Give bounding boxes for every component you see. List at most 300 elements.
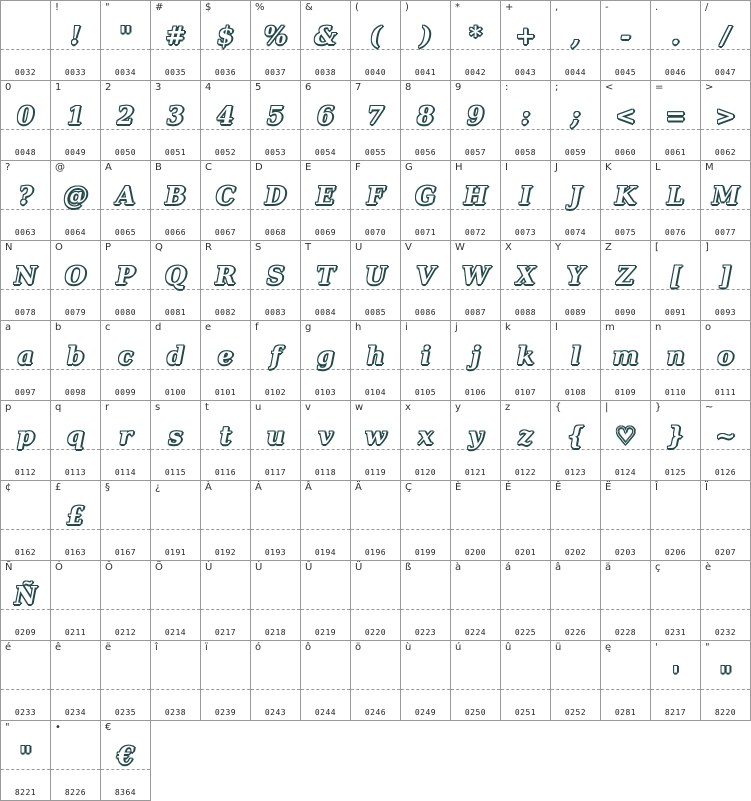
glyph-cell — [100, 0, 151, 81]
glyph-sample: j — [471, 340, 480, 370]
glyph-cell-code: 0193 — [264, 548, 287, 557]
glyph-cell — [250, 640, 301, 721]
glyph-sample — [151, 493, 200, 537]
glyph-cell — [400, 400, 451, 481]
glyph-sample — [151, 573, 200, 617]
glyph-cell-code: 0086 — [414, 308, 437, 317]
glyph-cell — [100, 400, 151, 481]
glyph-cell — [150, 560, 201, 641]
glyph-cell-char-label: v — [305, 402, 311, 413]
glyph-sample: K — [615, 180, 636, 210]
glyph-cell-code: 0076 — [664, 228, 687, 237]
glyph-cell-char-label: " — [105, 2, 110, 13]
glyph-cell-code: 0080 — [114, 308, 137, 317]
glyph-cell — [650, 320, 701, 401]
glyph-cell — [700, 480, 751, 561]
glyph-cell-code: 0035 — [164, 68, 187, 77]
glyph-cell-char-label: Ó — [55, 562, 63, 573]
glyph-sample: W — [462, 260, 489, 290]
glyph-cell-code: 0088 — [514, 308, 537, 317]
glyph-cell — [300, 160, 351, 241]
glyph-cell-char-label: ß — [405, 562, 412, 573]
glyph-cell-char-label: s — [155, 402, 161, 413]
glyph-sample: 2 — [117, 100, 134, 130]
glyph-sample: - — [620, 20, 631, 50]
glyph-cell — [200, 480, 251, 561]
glyph-sample: B — [165, 180, 186, 210]
glyph-cell — [600, 160, 651, 241]
glyph-sample: [ — [669, 260, 682, 290]
glyph-cell — [0, 320, 51, 401]
glyph-cell — [550, 640, 601, 721]
glyph-cell-char-label: 1 — [55, 82, 62, 93]
glyph-sample: y — [468, 420, 483, 450]
glyph-cell-code: 0042 — [464, 68, 487, 77]
glyph-cell-code: 0070 — [364, 228, 387, 237]
glyph-cell-char-label: Ç — [405, 482, 412, 493]
glyph-cell-char-label: 4 — [205, 82, 212, 93]
glyph-cell-code: 0045 — [614, 68, 637, 77]
glyph-cell-char-label: # — [155, 2, 164, 13]
glyph-cell-char-label: & — [305, 2, 313, 13]
glyph-cell-char-label: è — [705, 562, 712, 573]
glyph-cell-code: 0065 — [114, 228, 137, 237]
glyph-cell-code: 0040 — [364, 68, 387, 77]
glyph-cell-code: 0126 — [714, 468, 737, 477]
glyph-cell-char-label: | — [605, 402, 609, 413]
glyph-cell-code: 0225 — [514, 628, 537, 637]
glyph-cell-code: 0125 — [664, 468, 687, 477]
glyph-cell — [100, 720, 151, 801]
glyph-cell-code: 8220 — [714, 708, 737, 717]
glyph-cell — [150, 80, 201, 161]
glyph-cell-char-label: c — [105, 322, 111, 333]
glyph-cell — [0, 0, 51, 81]
glyph-sample: , — [571, 20, 580, 50]
glyph-cell-code: 0281 — [614, 708, 637, 717]
glyph-cell — [500, 0, 551, 81]
glyph-cell-code: 0194 — [314, 548, 337, 557]
glyph-cell-code: 0077 — [714, 228, 737, 237]
glyph-cell-code: 0060 — [614, 148, 637, 157]
glyph-cell-char-label: 0 — [5, 82, 12, 93]
glyph-cell — [100, 320, 151, 401]
glyph-sample: . — [671, 20, 680, 50]
glyph-cell — [700, 400, 751, 481]
glyph-cell — [500, 640, 551, 721]
glyph-sample: ~ — [715, 420, 736, 450]
glyph-cell-code: 0238 — [164, 708, 187, 717]
glyph-cell — [700, 80, 751, 161]
glyph-sample — [701, 573, 750, 617]
glyph-cell — [450, 400, 501, 481]
glyph-cell — [200, 560, 251, 641]
glyph-cell-char-label: E — [305, 162, 312, 173]
glyph-cell-code: 0090 — [614, 308, 637, 317]
glyph-sample: d — [167, 340, 184, 370]
glyph-cell — [550, 320, 601, 401]
glyph-cell — [150, 160, 201, 241]
glyph-cell-char-label: n — [655, 322, 662, 333]
glyph-cell-char-label: L — [655, 162, 661, 173]
glyph-cell-char-label: / — [705, 2, 709, 13]
glyph-cell-code: 0167 — [114, 548, 137, 557]
glyph-cell-char-label: ó — [255, 642, 262, 653]
glyph-sample: Ñ — [14, 580, 37, 610]
glyph-cell-char-label: j — [455, 322, 458, 333]
glyph-cell-code: 0041 — [414, 68, 437, 77]
glyph-cell-char-label: . — [655, 2, 659, 13]
glyph-sample: u — [266, 420, 285, 450]
glyph-cell-code: 0110 — [664, 388, 687, 397]
glyph-sample: L — [667, 180, 684, 210]
glyph-sample — [201, 653, 250, 697]
glyph-cell-code: 0192 — [214, 548, 237, 557]
glyph-sample — [451, 493, 500, 537]
glyph-cell-code: 0244 — [314, 708, 337, 717]
glyph-cell-code: 0069 — [314, 228, 337, 237]
glyph-cell — [50, 480, 101, 561]
glyph-cell — [0, 80, 51, 161]
glyph-cell-code: 0115 — [164, 468, 187, 477]
glyph-cell — [500, 400, 551, 481]
glyph-sample: g — [317, 340, 334, 370]
glyph-sample: w — [365, 420, 386, 450]
glyph-cell — [650, 480, 701, 561]
glyph-cell-char-label: t — [205, 402, 209, 413]
glyph-cell-code: 0199 — [414, 548, 437, 557]
glyph-cell-char-label: Â — [305, 482, 312, 493]
glyph-cell-char-label: } — [655, 402, 662, 413]
glyph-cell — [50, 400, 101, 481]
glyph-cell-code: 0214 — [164, 628, 187, 637]
glyph-cell — [300, 560, 351, 641]
glyph-sample: 0 — [17, 100, 34, 130]
glyph-cell-char-label: b — [55, 322, 62, 333]
glyph-cell — [350, 240, 401, 321]
glyph-cell-code: 0062 — [714, 148, 737, 157]
glyph-cell — [150, 640, 201, 721]
glyph-cell-char-label: 5 — [255, 82, 262, 93]
glyph-cell-code: 0118 — [314, 468, 337, 477]
glyph-cell-char-label: > — [705, 82, 714, 93]
glyph-cell-char-label: " — [705, 642, 710, 653]
glyph-cell-char-label: ę — [605, 642, 612, 653]
glyph-cell-code: 0104 — [364, 388, 387, 397]
glyph-cell-code: 0252 — [564, 708, 587, 717]
glyph-cell-code: 0034 — [114, 68, 137, 77]
glyph-cell-char-label: ) — [405, 2, 409, 13]
glyph-sample — [101, 653, 150, 697]
glyph-cell — [0, 160, 51, 241]
glyph-cell-char-label: N — [5, 242, 13, 253]
glyph-cell-code: 0228 — [614, 628, 637, 637]
glyph-cell — [700, 560, 751, 641]
glyph-cell — [700, 640, 751, 721]
glyph-cell-code: 0066 — [164, 228, 187, 237]
glyph-cell-code: 0112 — [14, 468, 37, 477]
glyph-sample: N — [14, 260, 37, 290]
glyph-cell-char-label: F — [355, 162, 361, 173]
glyph-sample — [501, 653, 550, 697]
glyph-cell-char-label: ê — [55, 642, 62, 653]
glyph-sample — [401, 653, 450, 697]
glyph-cell-char-label: o — [705, 322, 712, 333]
glyph-cell — [550, 160, 601, 241]
glyph-cell — [250, 480, 301, 561]
glyph-cell-code: 0200 — [464, 548, 487, 557]
glyph-cell — [450, 80, 501, 161]
glyph-cell — [400, 320, 451, 401]
glyph-sample: T — [316, 260, 335, 290]
glyph-sample: " — [119, 20, 132, 50]
glyph-cell — [450, 480, 501, 561]
glyph-cell-char-label: K — [605, 162, 612, 173]
glyph-sample: ' — [671, 660, 680, 690]
glyph-cell-code: 0243 — [264, 708, 287, 717]
glyph-cell — [50, 160, 101, 241]
glyph-cell — [400, 560, 451, 641]
glyph-sample: @ — [63, 180, 88, 210]
glyph-cell-code: 0211 — [64, 628, 87, 637]
glyph-cell-char-label: Ù — [205, 562, 213, 573]
glyph-cell-code: 0048 — [14, 148, 37, 157]
glyph-sample: Z — [616, 260, 635, 290]
glyph-sample: E — [316, 180, 335, 210]
glyph-cell-code: 0203 — [614, 548, 637, 557]
glyph-cell — [100, 480, 151, 561]
glyph-cell-code: 0043 — [514, 68, 537, 77]
glyph-cell-code: 0064 — [64, 228, 87, 237]
glyph-cell — [600, 320, 651, 401]
glyph-cell-char-label: O — [55, 242, 63, 253]
glyph-cell — [550, 560, 601, 641]
glyph-cell-code: 0201 — [514, 548, 537, 557]
glyph-cell — [650, 240, 701, 321]
glyph-cell-code: 0209 — [14, 628, 37, 637]
glyph-cell-code: 0055 — [364, 148, 387, 157]
glyph-cell-code: 0044 — [564, 68, 587, 77]
glyph-cell-char-label: @ — [55, 162, 65, 173]
glyph-sample: e — [217, 340, 234, 370]
glyph-cell-code: 8221 — [14, 788, 37, 797]
glyph-sample: P — [116, 260, 135, 290]
glyph-sample: $ — [217, 20, 234, 50]
glyph-cell-char-label: = — [655, 82, 664, 93]
glyph-sample: 6 — [317, 100, 334, 130]
glyph-cell-char-label: g — [305, 322, 312, 333]
glyph-cell-char-label: ï — [205, 642, 208, 653]
glyph-cell — [50, 720, 101, 801]
glyph-cell-code: 0087 — [464, 308, 487, 317]
glyph-cell-code: 0235 — [114, 708, 137, 717]
glyph-cell-char-label: z — [505, 402, 511, 413]
glyph-cell-char-label: w — [355, 402, 364, 413]
glyph-cell-code: 0250 — [464, 708, 487, 717]
glyph-cell-code: 0218 — [264, 628, 287, 637]
glyph-cell-code: 0046 — [664, 68, 687, 77]
glyph-sample: k — [517, 340, 534, 370]
glyph-sample: ] — [719, 260, 732, 290]
glyph-sample: I — [519, 180, 532, 210]
glyph-cell — [550, 400, 601, 481]
glyph-cell — [0, 720, 51, 801]
glyph-sample — [201, 493, 250, 537]
glyph-cell-char-label: ç — [655, 562, 661, 573]
glyph-cell-char-label: Î — [655, 482, 658, 493]
glyph-sample: i — [420, 340, 431, 370]
glyph-cell — [250, 400, 301, 481]
glyph-cell-code: 0093 — [714, 308, 737, 317]
glyph-cell-code: 0239 — [214, 708, 237, 717]
glyph-sample: Y — [566, 260, 585, 290]
glyph-sample: V — [416, 260, 435, 290]
glyph-sample: 5 — [267, 100, 284, 130]
glyph-cell-code: 0038 — [314, 68, 337, 77]
glyph-sample: D — [265, 180, 286, 210]
glyph-cell-char-label: ? — [5, 162, 11, 173]
glyph-cell-code: 0109 — [614, 388, 637, 397]
glyph-cell-code: 0050 — [114, 148, 137, 157]
glyph-sample — [601, 493, 650, 537]
glyph-cell-code: 0191 — [164, 548, 187, 557]
glyph-cell-char-label: A — [105, 162, 112, 173]
glyph-cell-char-label: : — [505, 82, 509, 93]
glyph-cell-char-label: p — [5, 402, 12, 413]
glyph-cell-code: 0106 — [464, 388, 487, 397]
glyph-cell-char-label: % — [255, 2, 265, 13]
glyph-cell-code: 0101 — [214, 388, 237, 397]
glyph-cell-char-label: R — [205, 242, 212, 253]
glyph-cell-char-label: e — [205, 322, 212, 333]
glyph-cell-code: 0057 — [464, 148, 487, 157]
glyph-cell-code: 0071 — [414, 228, 437, 237]
glyph-cell-code: 0231 — [664, 628, 687, 637]
glyph-cell — [250, 80, 301, 161]
glyph-sample: + — [515, 20, 536, 50]
glyph-cell-char-label: ' — [655, 642, 658, 653]
glyph-cell — [550, 0, 601, 81]
glyph-cell — [200, 80, 251, 161]
glyph-sample: c — [118, 340, 133, 370]
glyph-cell-char-label: d — [155, 322, 162, 333]
glyph-sample: C — [215, 180, 236, 210]
glyph-sample — [51, 573, 100, 617]
glyph-cell — [350, 0, 401, 81]
glyph-cell-char-label: , — [555, 2, 559, 13]
glyph-cell — [550, 240, 601, 321]
glyph-cell-code: 0117 — [264, 468, 287, 477]
glyph-cell-char-label: 7 — [355, 82, 362, 93]
glyph-cell-char-label: ü — [555, 642, 562, 653]
glyph-cell-code: 0099 — [114, 388, 137, 397]
glyph-cell-char-label: M — [705, 162, 714, 173]
glyph-sample: / — [721, 20, 730, 50]
glyph-sample — [651, 493, 700, 537]
glyph-cell-code: 0251 — [514, 708, 537, 717]
glyph-cell-code: 0085 — [364, 308, 387, 317]
glyph-cell — [350, 480, 401, 561]
glyph-cell-code: 0233 — [14, 708, 37, 717]
glyph-sample: ♡ — [614, 420, 637, 450]
glyph-cell — [0, 480, 51, 561]
glyph-cell — [0, 560, 51, 641]
glyph-cell — [350, 80, 401, 161]
glyph-sample — [301, 573, 350, 617]
glyph-cell-code: 0123 — [564, 468, 587, 477]
glyph-cell-char-label: Ñ — [5, 562, 13, 573]
glyph-cell-char-label: Á — [255, 482, 262, 493]
glyph-cell — [150, 480, 201, 561]
glyph-sample: n — [666, 340, 685, 370]
glyph-cell-code: 0234 — [64, 708, 87, 717]
glyph-cell — [700, 160, 751, 241]
glyph-cell-code: 0108 — [564, 388, 587, 397]
glyph-cell-char-label: U — [355, 242, 363, 253]
glyph-cell-char-label: Ë — [605, 482, 612, 493]
glyph-cell-char-label: H — [455, 162, 463, 173]
glyph-cell-code: 0206 — [664, 548, 687, 557]
glyph-cell-code: 0202 — [564, 548, 587, 557]
glyph-sample: } — [667, 420, 684, 450]
glyph-cell-code: 0105 — [414, 388, 437, 397]
glyph-sample: S — [266, 260, 285, 290]
glyph-sample — [501, 493, 550, 537]
glyph-sample — [251, 653, 300, 697]
glyph-cell — [600, 0, 651, 81]
glyph-cell-code: 0224 — [464, 628, 487, 637]
glyph-sample — [551, 573, 600, 617]
glyph-cell — [600, 240, 651, 321]
glyph-sample — [451, 573, 500, 617]
glyph-sample: ( — [369, 20, 382, 50]
glyph-sample: J — [569, 180, 582, 210]
glyph-cell-char-label: È — [455, 482, 462, 493]
glyph-cell — [0, 640, 51, 721]
glyph-cell-char-label: P — [105, 242, 112, 253]
glyph-cell-code: 0068 — [264, 228, 287, 237]
glyph-cell-char-label: Q — [155, 242, 163, 253]
glyph-sample — [1, 13, 50, 57]
glyph-cell — [600, 480, 651, 561]
glyph-cell-code: 0072 — [464, 228, 487, 237]
glyph-cell — [300, 240, 351, 321]
glyph-sample: o — [717, 340, 734, 370]
glyph-sample — [601, 573, 650, 617]
glyph-cell-code: 0223 — [414, 628, 437, 637]
glyph-cell — [400, 160, 451, 241]
glyph-sample — [251, 493, 300, 537]
glyph-cell-code: 0196 — [364, 548, 387, 557]
glyph-sample: ? — [18, 180, 33, 210]
glyph-cell — [350, 160, 401, 241]
glyph-cell-code: 0111 — [714, 388, 737, 397]
glyph-cell — [300, 80, 351, 161]
glyph-cell-code: 0113 — [64, 468, 87, 477]
glyph-cell-code: 0075 — [614, 228, 637, 237]
glyph-cell — [450, 0, 501, 81]
glyph-cell-code: 0047 — [714, 68, 737, 77]
glyph-cell — [100, 240, 151, 321]
glyph-cell-code: 0074 — [564, 228, 587, 237]
glyph-cell-char-label: Ê — [555, 482, 562, 493]
glyph-cell-code: 0212 — [114, 628, 137, 637]
glyph-cell-code: 0246 — [364, 708, 387, 717]
glyph-cell-code: 8364 — [114, 788, 137, 797]
glyph-cell — [350, 640, 401, 721]
glyph-cell-code: 0249 — [414, 708, 437, 717]
glyph-cell-char-label: m — [605, 322, 615, 333]
